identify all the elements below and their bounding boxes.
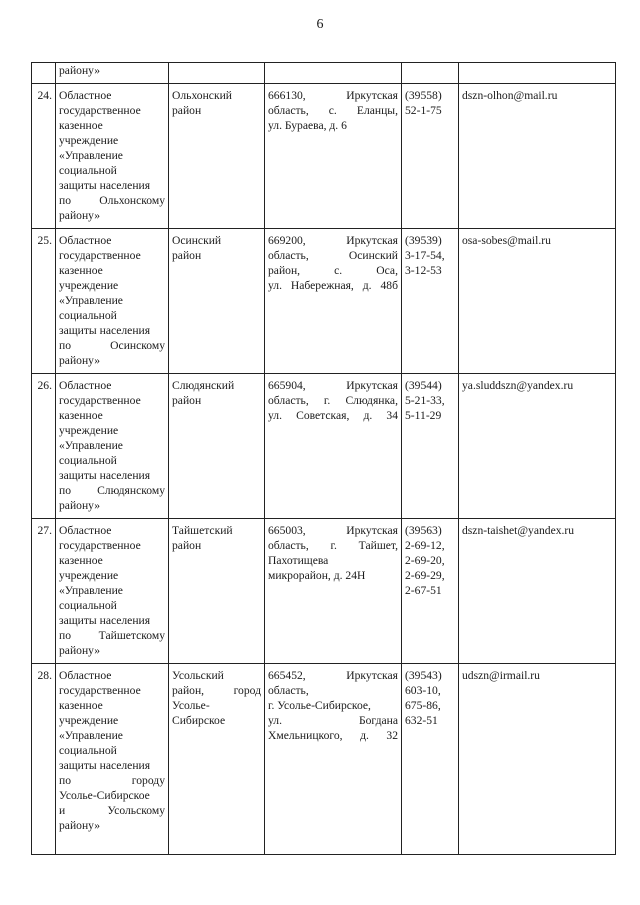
word: с.	[334, 264, 343, 277]
cell-address-line	[268, 88, 398, 103]
table-row	[32, 84, 616, 229]
cell-phone-line: 2-69-12,	[405, 539, 445, 552]
cell-address	[265, 519, 402, 664]
word: 32	[386, 729, 398, 742]
cell-name-line: учреждение	[59, 569, 119, 582]
cell-name-line: защиты населения	[59, 179, 151, 192]
cell-name-line: Усолье-Сибирское	[59, 789, 150, 802]
cell-area-line: район	[172, 394, 202, 407]
cell-area-line: район	[172, 539, 202, 552]
cell-name-line: учреждение	[59, 424, 119, 437]
word: Тайшет,	[358, 539, 398, 552]
cell-number: 25.	[32, 229, 56, 374]
cell-area-line: Слюдянский	[172, 379, 235, 392]
cell-address-line: Пахотищева	[268, 554, 329, 567]
cell-phone-line: 2-69-20,	[405, 554, 445, 567]
word: Слюдянка,	[345, 394, 398, 407]
cell-name-line: защиты населения	[59, 759, 151, 772]
cell-address	[265, 84, 402, 229]
cell-phone-line: 52-1-75	[405, 104, 442, 117]
word: Иркутская	[346, 524, 398, 537]
cell-name-line: «Управление	[59, 294, 123, 307]
cell-name	[56, 374, 169, 519]
cell-phone-line: 2-69-29,	[405, 569, 445, 582]
cell-phone	[402, 63, 459, 84]
cell-address-line	[268, 278, 398, 293]
cell-phone	[402, 84, 459, 229]
cell-name	[56, 229, 169, 374]
cell-email: osa-sobes@mail.ru	[459, 229, 616, 374]
word: 665452,	[268, 669, 306, 682]
cell-name-line: казенное	[59, 699, 103, 712]
cell-address-line: ул. Бураева, д. 6	[268, 119, 347, 132]
page-number: 6	[316, 17, 324, 32]
cell-phone-line: 5-11-29	[405, 409, 442, 422]
cell-address-line	[268, 408, 398, 423]
cell-address-line	[268, 263, 398, 278]
cell-phone	[402, 229, 459, 374]
word: Иркутская	[346, 89, 398, 102]
cell-name-line	[59, 773, 165, 788]
cell-number	[32, 63, 56, 84]
word: Иркутская	[346, 669, 398, 682]
cell-area-line	[172, 683, 261, 698]
cell-name-line: казенное	[59, 264, 103, 277]
cell-address-line	[268, 103, 398, 118]
word: Набережная,	[290, 279, 354, 292]
cell-name-line: социальной	[59, 309, 117, 322]
cell-name-line: Областное	[59, 234, 112, 247]
word: область,	[268, 539, 309, 552]
cell-phone-line: (39563)	[405, 524, 442, 537]
cell-phone	[402, 664, 459, 855]
word: Иркутская	[346, 379, 398, 392]
word: область,	[268, 394, 309, 407]
cell-area-line: район	[172, 249, 202, 262]
word: Ольхонскому	[99, 194, 165, 207]
cell-name-line: «Управление	[59, 439, 123, 452]
cell-phone-line: (39558)	[405, 89, 442, 102]
cell-phone-line: (39543)	[405, 669, 442, 682]
cell-name-line: «Управление	[59, 729, 123, 742]
cell-phone-line: (39539)	[405, 234, 442, 247]
cell-address-line: область,	[268, 684, 309, 697]
cell-address-line	[268, 728, 398, 743]
word: 665003,	[268, 524, 306, 537]
cell-area	[169, 84, 265, 229]
cell-name-line: Областное	[59, 379, 112, 392]
cell-address-line	[268, 248, 398, 263]
cell-phone-line: 2-67-51	[405, 584, 442, 597]
table-row	[32, 519, 616, 664]
word: д.	[360, 729, 369, 742]
word: 48б	[380, 279, 398, 292]
word: Советская,	[296, 409, 350, 422]
cell-address-line	[268, 378, 398, 393]
cell-name-line: защиты населения	[59, 324, 151, 337]
cell-address-line	[268, 538, 398, 553]
word: по	[59, 484, 72, 497]
cell-email: ya.sluddszn@yandex.ru	[459, 374, 616, 519]
table-row	[32, 374, 616, 519]
word: Еланцы,	[356, 104, 398, 117]
word: район,	[268, 264, 301, 277]
cell-name-line: казенное	[59, 119, 103, 132]
word: и	[59, 804, 66, 817]
cell-name-line: «Управление	[59, 149, 123, 162]
word: по	[59, 629, 72, 642]
word: по	[59, 194, 72, 207]
cell-phone-line: 603-10,	[405, 684, 441, 697]
cell-name-line: Областное	[59, 89, 112, 102]
cell-area-line: Ольхонский	[172, 89, 232, 102]
cell-area	[169, 63, 265, 84]
word: по	[59, 339, 72, 352]
cell-name-line: «Управление	[59, 584, 123, 597]
cell-area	[169, 664, 265, 855]
cell-name-line: учреждение	[59, 279, 119, 292]
cell-name-line	[59, 338, 165, 353]
cell-area	[169, 374, 265, 519]
cell-address	[265, 229, 402, 374]
cell-address-line	[268, 393, 398, 408]
cell-phone-line: 675-86,	[405, 699, 441, 712]
word: 669200,	[268, 234, 306, 247]
word: д.	[362, 279, 372, 292]
cell-name-line: Областное	[59, 669, 112, 682]
word: Оса,	[376, 264, 398, 277]
cell-name-line: социальной	[59, 599, 117, 612]
cell-address	[265, 374, 402, 519]
word: Осинский	[348, 249, 398, 262]
cell-email	[459, 63, 616, 84]
table-row-continuation	[32, 63, 616, 84]
word: по	[59, 774, 72, 787]
cell-name-line: району»	[59, 819, 101, 832]
cell-number: 24.	[32, 84, 56, 229]
word: г.	[330, 539, 337, 552]
cell-name-line: учреждение	[59, 134, 119, 147]
cell-area-line: Усольский	[172, 669, 224, 682]
word: Слюдянскому	[97, 484, 165, 497]
word: 665904,	[268, 379, 306, 392]
cell-phone-line: 3-17-54,	[405, 249, 445, 262]
cell-email: udszn@irmail.ru	[459, 664, 616, 855]
cell-number: 27.	[32, 519, 56, 664]
cell-phone	[402, 374, 459, 519]
cell-area-line: Усолье-	[172, 699, 210, 712]
cell-area	[169, 519, 265, 664]
cell-address-line	[268, 233, 398, 248]
cell-address-line	[268, 713, 398, 728]
cell-name-line: социальной	[59, 454, 117, 467]
cell-name-line: государственное	[59, 539, 141, 552]
cell-name-line: социальной	[59, 744, 117, 757]
table-row	[32, 229, 616, 374]
cell-name-line	[59, 628, 165, 643]
cell-number: 26.	[32, 374, 56, 519]
cell-phone-line: 3-12-53	[405, 264, 442, 277]
word: ул.	[268, 409, 282, 422]
cell-name-line: казенное	[59, 554, 103, 567]
word: Осинскому	[110, 339, 165, 352]
word: район,	[172, 684, 205, 697]
cell-name-line: учреждение	[59, 714, 119, 727]
cell-area	[169, 229, 265, 374]
cell-name-line: государственное	[59, 249, 141, 262]
word: Тайшетскому	[98, 629, 165, 642]
word: город	[233, 684, 261, 697]
cell-area-line: Осинский	[172, 234, 222, 247]
cell-name-line: государственное	[59, 104, 141, 117]
word: Богдана	[358, 714, 398, 727]
word: область,	[268, 104, 309, 117]
word: городу	[131, 774, 165, 787]
cell-name: району»	[56, 63, 169, 84]
cell-name-line: государственное	[59, 684, 141, 697]
cell-address-line: г. Усолье-Сибирское,	[268, 699, 371, 712]
cell-name-line: району»	[59, 499, 101, 512]
cell-name-line: социальной	[59, 164, 117, 177]
cell-number: 28.	[32, 664, 56, 855]
cell-name-line: государственное	[59, 394, 141, 407]
cell-area-line: Сибирское	[172, 714, 226, 727]
cell-name-line: защиты населения	[59, 469, 151, 482]
cell-email: dszn-taishet@yandex.ru	[459, 519, 616, 664]
cell-name-line	[59, 193, 165, 208]
cell-address-line	[268, 668, 398, 683]
word: ул.	[268, 279, 282, 292]
cell-name	[56, 664, 169, 855]
word: 34	[386, 409, 398, 422]
cell-name-line: Областное	[59, 524, 112, 537]
institutions-table	[31, 62, 616, 855]
cell-phone	[402, 519, 459, 664]
cell-address	[265, 63, 402, 84]
word: 666130,	[268, 89, 306, 102]
cell-name-line: казенное	[59, 409, 103, 422]
word: Хмельницкого,	[268, 729, 343, 742]
cell-name	[56, 84, 169, 229]
cell-name-line: району»	[59, 209, 101, 222]
cell-phone-line: (39544)	[405, 379, 442, 392]
word: Иркутская	[346, 234, 398, 247]
table-row	[32, 664, 616, 855]
cell-name-line: защиты населения	[59, 614, 151, 627]
cell-area-line: Тайшетский	[172, 524, 233, 537]
cell-name-line	[59, 483, 165, 498]
word: область,	[268, 249, 309, 262]
cell-name-line: району»	[59, 354, 101, 367]
cell-phone-line: 632-51	[405, 714, 438, 727]
cell-phone-line: 5-21-33,	[405, 394, 445, 407]
word: Усольскому	[107, 804, 165, 817]
word: г.	[323, 394, 331, 407]
cell-name-line: району»	[59, 644, 101, 657]
cell-name-line	[59, 803, 165, 818]
cell-address-line: микрорайон, д. 24Н	[268, 569, 366, 582]
word: с.	[328, 104, 337, 117]
word: ул.	[268, 714, 282, 727]
cell-name	[56, 519, 169, 664]
cell-address-line	[268, 523, 398, 538]
cell-address	[265, 664, 402, 855]
cell-area-line: район	[172, 104, 202, 117]
cell-email: dszn-olhon@mail.ru	[459, 84, 616, 229]
word: д.	[363, 409, 373, 422]
